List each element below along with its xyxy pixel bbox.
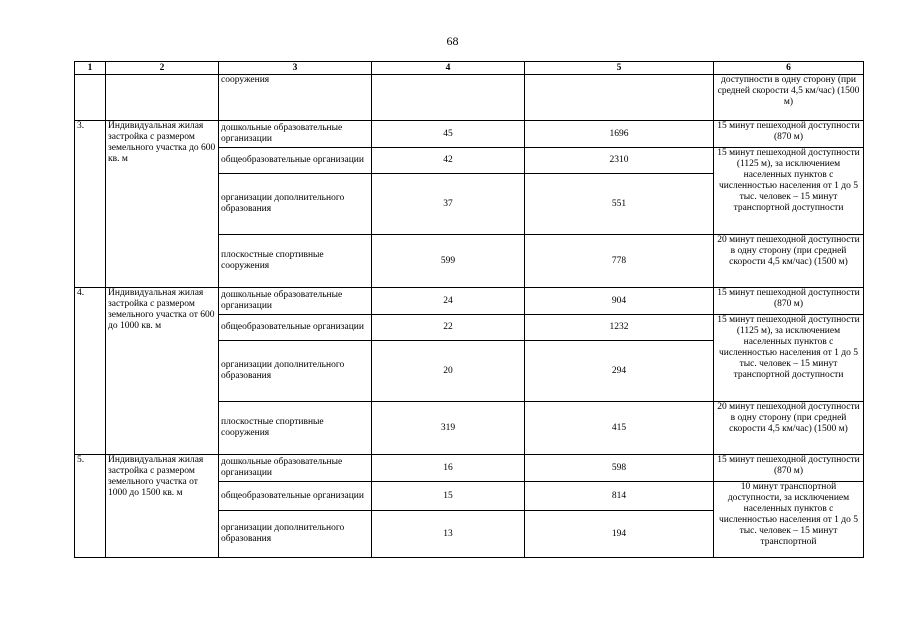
- cell-empty: [106, 75, 219, 121]
- value-col4: 45: [372, 121, 525, 148]
- accessibility-note: 15 минут пешеходной доступности (870 м): [714, 288, 864, 315]
- cell-empty: [372, 75, 525, 121]
- accessibility-note: 20 минут пешеходной доступности в одну сторону (при средней скорости 4,5 км/час) (1500 м): [714, 235, 864, 288]
- value-col5: 2310: [525, 148, 714, 174]
- value-col5: 1232: [525, 315, 714, 341]
- accessibility-note: 20 минут пешеходной доступности в одну сторону (при средней скорости 4,5 км/час) (1500 м): [714, 402, 864, 455]
- value-col5: 1696: [525, 121, 714, 148]
- value-col4: 37: [372, 174, 525, 235]
- value-col4: 24: [372, 288, 525, 315]
- facility-name: общеобразовательные организации: [219, 315, 372, 341]
- table-row: [75, 288, 864, 315]
- header-cell: 3: [219, 62, 372, 75]
- facility-name: общеобразовательные организации: [219, 148, 372, 174]
- cell-empty: [75, 75, 106, 121]
- value-col5: 778: [525, 235, 714, 288]
- facility-name: дошкольные образовательные организации: [219, 455, 372, 482]
- cell-empty: [525, 75, 714, 121]
- item-number: 4.: [75, 288, 106, 455]
- value-col4: 319: [372, 402, 525, 455]
- value-col5: 598: [525, 455, 714, 482]
- value-col5: 904: [525, 288, 714, 315]
- value-col5: 415: [525, 402, 714, 455]
- value-col4: 22: [372, 315, 525, 341]
- value-col4: 599: [372, 235, 525, 288]
- header-cell: 5: [525, 62, 714, 75]
- accessibility-note: 15 минут пешеходной доступности (870 м): [714, 455, 864, 482]
- accessibility-note: 15 минут пешеходной доступности (1125 м), за исключением населенных пунктов с численностью населения от 1 до 5 тыс. человек – 15 минут транспортной доступности: [714, 315, 864, 402]
- facility-name: дошкольные образовательные организации: [219, 288, 372, 315]
- value-col5: 551: [525, 174, 714, 235]
- table-row: [75, 455, 864, 482]
- development-type: Индивидуальная жилая застройка с размером земельного участка до 600 кв. м: [106, 121, 219, 288]
- facility-name: организации дополнительного образования: [219, 511, 372, 558]
- facility-name: дошкольные образовательные организации: [219, 121, 372, 148]
- development-type: Индивидуальная жилая застройка с размером земельного участка от 1000 до 1500 кв. м: [106, 455, 219, 558]
- item-number: 3.: [75, 121, 106, 288]
- value-col5: 294: [525, 341, 714, 402]
- accessibility-note: 15 минут пешеходной доступности (870 м): [714, 121, 864, 148]
- standards-table: [74, 61, 864, 558]
- value-col4: 15: [372, 482, 525, 511]
- value-col5: 814: [525, 482, 714, 511]
- header-cell: 4: [372, 62, 525, 75]
- value-col4: 42: [372, 148, 525, 174]
- facility-name: организации дополнительного образования: [219, 341, 372, 402]
- header-row: [75, 62, 864, 75]
- value-col5: 194: [525, 511, 714, 558]
- facility-name: сооружения: [219, 75, 372, 121]
- value-col4: 16: [372, 455, 525, 482]
- table-row: [75, 121, 864, 148]
- facility-name: общеобразовательные организации: [219, 482, 372, 511]
- accessibility-note: доступности в одну сторону (при средней скорости 4,5 км/час) (1500 м): [714, 75, 864, 121]
- value-col4: 13: [372, 511, 525, 558]
- facility-name: плоскостные спортивные сооружения: [219, 402, 372, 455]
- facility-name: организации дополнительного образования: [219, 174, 372, 235]
- page-number: 68: [446, 34, 459, 48]
- development-type: Индивидуальная жилая застройка с размером земельного участка от 600 до 1000 кв. м: [106, 288, 219, 455]
- facility-name: плоскостные спортивные сооружения: [219, 235, 372, 288]
- accessibility-note: 10 минут транспортной доступности, за исключением населенных пунктов с численностью населения от 1 до 5 тыс. человек – 15 минут транспортной: [714, 482, 864, 558]
- continuation-row: [75, 75, 864, 121]
- header-cell: 6: [714, 62, 864, 75]
- header-cell: 2: [106, 62, 219, 75]
- accessibility-note: 15 минут пешеходной доступности (1125 м), за исключением населенных пунктов с численностью населения от 1 до 5 тыс. человек – 15 минут транспортной доступности: [714, 148, 864, 235]
- item-number: 5.: [75, 455, 106, 558]
- value-col4: 20: [372, 341, 525, 402]
- header-cell: 1: [75, 62, 106, 75]
